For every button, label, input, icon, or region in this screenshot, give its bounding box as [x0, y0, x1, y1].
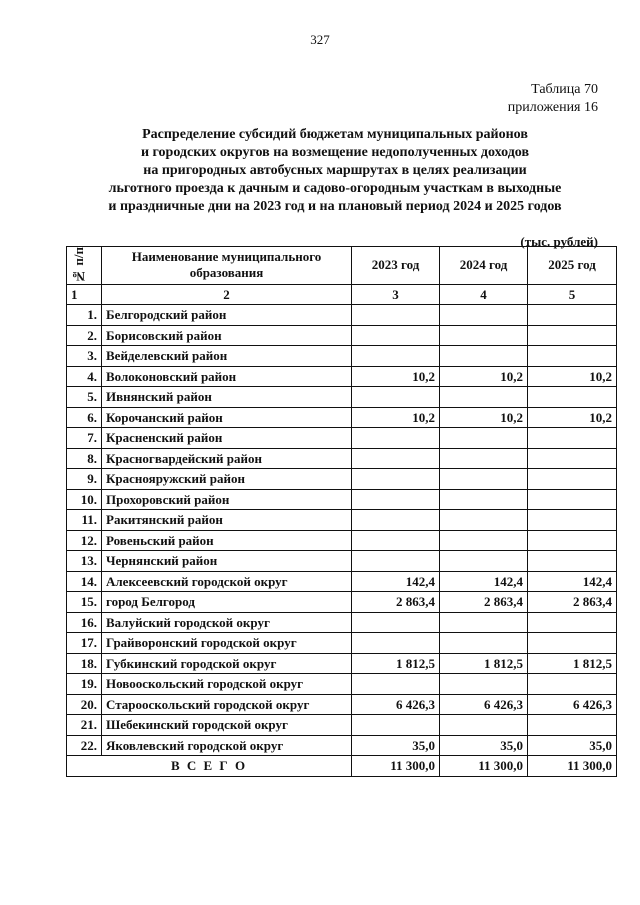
- row-number: 17.: [67, 633, 102, 654]
- row-value-2023: [352, 305, 440, 326]
- row-value-2024: 10,2: [440, 366, 528, 387]
- header-row: [67, 247, 617, 285]
- row-number: 5.: [67, 387, 102, 408]
- row-value-2024: [440, 551, 528, 572]
- row-value-2023: [352, 510, 440, 531]
- row-value-2025: [528, 428, 617, 449]
- row-name: Чернянский район: [102, 551, 352, 572]
- row-value-2023: [352, 428, 440, 449]
- header-num: [67, 247, 102, 285]
- row-name: Грайворонский городской округ: [102, 633, 352, 654]
- row-number: 19.: [67, 674, 102, 695]
- row-value-2025: [528, 305, 617, 326]
- table-row: [67, 612, 617, 633]
- table-row: [67, 694, 617, 715]
- col-index: 1: [67, 284, 102, 305]
- row-name: Шебекинский городской округ: [102, 715, 352, 736]
- row-value-2024: [440, 346, 528, 367]
- row-value-2024: 6 426,3: [440, 694, 528, 715]
- row-number: 21.: [67, 715, 102, 736]
- table-row: [67, 366, 617, 387]
- table-row: [67, 592, 617, 613]
- subsidy-table: [66, 246, 617, 777]
- title-line: и городских округов на возмещение недополученных доходов: [140, 145, 530, 160]
- table-row: [67, 325, 617, 346]
- row-value-2025: [528, 530, 617, 551]
- header-2025: 2025 год: [528, 247, 617, 285]
- row-value-2023: [352, 387, 440, 408]
- row-name: город Белгород: [102, 592, 352, 613]
- row-number: 7.: [67, 428, 102, 449]
- row-name: Ивнянский район: [102, 387, 352, 408]
- table-row: [67, 571, 617, 592]
- col-index: 5: [528, 284, 617, 305]
- row-value-2025: [528, 612, 617, 633]
- title-line: Распределение субсидий бюджетам муниципальных районов: [142, 127, 528, 142]
- row-value-2023: [352, 674, 440, 695]
- row-name: Борисовский район: [102, 325, 352, 346]
- total-row: [67, 756, 617, 777]
- row-number: 18.: [67, 653, 102, 674]
- row-number: 2.: [67, 325, 102, 346]
- row-value-2024: [440, 305, 528, 326]
- table-row: [67, 715, 617, 736]
- row-name: Красногвардейский район: [102, 448, 352, 469]
- title-line: льготного проезда к дачным и садово-огородным участкам в выходные: [108, 181, 562, 196]
- row-number: 6.: [67, 407, 102, 428]
- table-row: [67, 633, 617, 654]
- table-row: [67, 551, 617, 572]
- table-row: [67, 510, 617, 531]
- row-name: Яковлевский городской округ: [102, 735, 352, 756]
- col-index: 3: [352, 284, 440, 305]
- header-2023: 2023 год: [352, 247, 440, 285]
- row-value-2024: [440, 448, 528, 469]
- table-row: [67, 428, 617, 449]
- row-value-2025: [528, 551, 617, 572]
- row-name: Волоконовский район: [102, 366, 352, 387]
- row-value-2024: [440, 715, 528, 736]
- row-number: 9.: [67, 469, 102, 490]
- row-name: Вейделевский район: [102, 346, 352, 367]
- row-value-2023: 6 426,3: [352, 694, 440, 715]
- units-label: (тыс. рублей): [520, 234, 598, 249]
- row-value-2025: [528, 510, 617, 531]
- row-value-2024: [440, 612, 528, 633]
- row-value-2025: 35,0: [528, 735, 617, 756]
- row-value-2023: 2 863,4: [352, 592, 440, 613]
- header-num-text: № п/п: [71, 247, 86, 284]
- row-value-2023: [352, 325, 440, 346]
- total-2024: 11 300,0: [440, 756, 528, 777]
- header-name: Наименование муниципального образования: [102, 247, 352, 285]
- table-row: [67, 305, 617, 326]
- row-number: 13.: [67, 551, 102, 572]
- row-value-2023: [352, 448, 440, 469]
- row-value-2023: [352, 530, 440, 551]
- row-value-2024: [440, 489, 528, 510]
- row-value-2025: 142,4: [528, 571, 617, 592]
- row-value-2025: [528, 387, 617, 408]
- row-value-2023: 10,2: [352, 366, 440, 387]
- table-row: [67, 653, 617, 674]
- row-name: Корочанский район: [102, 407, 352, 428]
- page-number: 327: [310, 32, 330, 47]
- row-value-2024: 1 812,5: [440, 653, 528, 674]
- col-index: 2: [102, 284, 352, 305]
- table-ref-line2: приложения 16: [507, 100, 598, 115]
- row-value-2024: [440, 469, 528, 490]
- table-ref-line1: Таблица 70: [531, 82, 598, 97]
- column-index-row: [67, 284, 617, 305]
- row-name: Белгородский район: [102, 305, 352, 326]
- table-row: [67, 346, 617, 367]
- total-2025: 11 300,0: [528, 756, 617, 777]
- row-value-2023: [352, 633, 440, 654]
- row-value-2024: [440, 633, 528, 654]
- row-number: 10.: [67, 489, 102, 510]
- row-number: 12.: [67, 530, 102, 551]
- row-value-2025: [528, 469, 617, 490]
- row-number: 14.: [67, 571, 102, 592]
- row-value-2023: [352, 346, 440, 367]
- row-name: Красненский район: [102, 428, 352, 449]
- row-name: Ракитянский район: [102, 510, 352, 531]
- title-line: и праздничные дни на 2023 год и на плановый период 2024 и 2025 годов: [108, 199, 562, 214]
- table-reference: [508, 81, 598, 117]
- row-value-2023: [352, 469, 440, 490]
- row-name: Губкинский городской округ: [102, 653, 352, 674]
- row-number: 1.: [67, 305, 102, 326]
- row-number: 22.: [67, 735, 102, 756]
- row-number: 20.: [67, 694, 102, 715]
- row-value-2025: [528, 715, 617, 736]
- row-value-2024: [440, 325, 528, 346]
- row-value-2024: 35,0: [440, 735, 528, 756]
- row-number: 11.: [67, 510, 102, 531]
- row-value-2025: [528, 325, 617, 346]
- col-index: 4: [440, 284, 528, 305]
- row-value-2025: 10,2: [528, 407, 617, 428]
- title-line: на пригородных автобусных маршрутах в целях реализации: [143, 163, 527, 178]
- table-row: [67, 530, 617, 551]
- table-row: [67, 407, 617, 428]
- row-value-2024: 142,4: [440, 571, 528, 592]
- row-name: Старооскольский городской округ: [102, 694, 352, 715]
- row-value-2024: [440, 387, 528, 408]
- table-row: [67, 674, 617, 695]
- row-number: 4.: [67, 366, 102, 387]
- row-number: 16.: [67, 612, 102, 633]
- row-value-2025: 10,2: [528, 366, 617, 387]
- row-name: Прохоровский район: [102, 489, 352, 510]
- row-value-2023: [352, 551, 440, 572]
- row-value-2025: 6 426,3: [528, 694, 617, 715]
- row-value-2024: [440, 428, 528, 449]
- table-row: [67, 735, 617, 756]
- row-value-2023: [352, 612, 440, 633]
- row-value-2025: [528, 448, 617, 469]
- row-value-2025: 2 863,4: [528, 592, 617, 613]
- row-number: 3.: [67, 346, 102, 367]
- row-value-2025: [528, 489, 617, 510]
- row-value-2023: [352, 715, 440, 736]
- row-value-2025: [528, 633, 617, 654]
- row-name: Краснояружский район: [102, 469, 352, 490]
- row-name: Новооскольский городской округ: [102, 674, 352, 695]
- table-row: [67, 387, 617, 408]
- row-value-2024: [440, 510, 528, 531]
- row-name: Алексеевский городской округ: [102, 571, 352, 592]
- row-value-2023: 142,4: [352, 571, 440, 592]
- row-value-2023: 1 812,5: [352, 653, 440, 674]
- total-2023: 11 300,0: [352, 756, 440, 777]
- document-title: [60, 126, 610, 216]
- total-label: В С Е Г О: [67, 756, 352, 777]
- row-name: Валуйский городской округ: [102, 612, 352, 633]
- row-value-2023: 35,0: [352, 735, 440, 756]
- row-value-2023: 10,2: [352, 407, 440, 428]
- row-value-2024: 10,2: [440, 407, 528, 428]
- table-row: [67, 469, 617, 490]
- row-value-2024: 2 863,4: [440, 592, 528, 613]
- row-name: Ровеньский район: [102, 530, 352, 551]
- row-value-2025: [528, 346, 617, 367]
- row-value-2025: [528, 674, 617, 695]
- row-value-2024: [440, 674, 528, 695]
- header-2024: 2024 год: [440, 247, 528, 285]
- row-number: 8.: [67, 448, 102, 469]
- row-value-2024: [440, 530, 528, 551]
- row-value-2023: [352, 489, 440, 510]
- row-number: 15.: [67, 592, 102, 613]
- table-row: [67, 489, 617, 510]
- row-value-2025: 1 812,5: [528, 653, 617, 674]
- table-row: [67, 448, 617, 469]
